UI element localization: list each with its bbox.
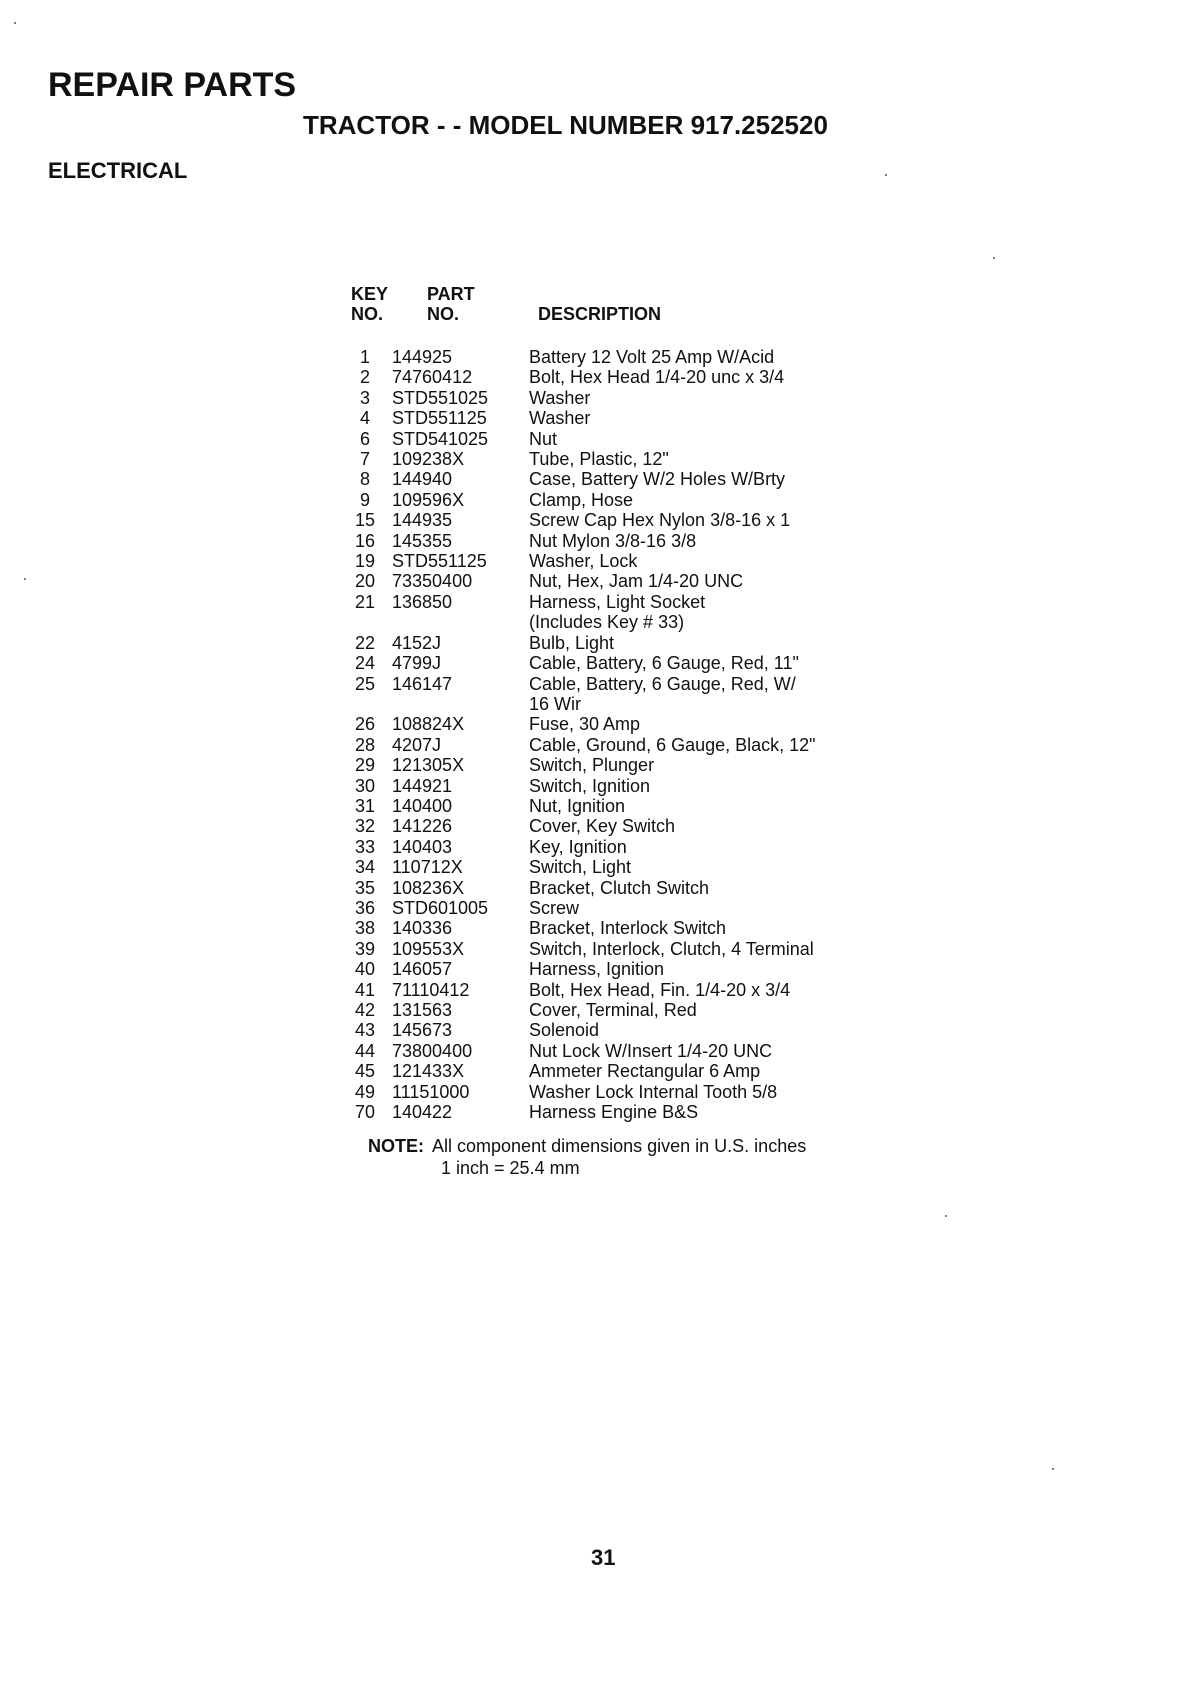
parts-row: [340, 1041, 1060, 1061]
section-title: ELECTRICAL: [48, 158, 188, 183]
part-description: Ammeter Rectangular 6 Amp: [529, 1061, 761, 1082]
part-no: 121305X: [392, 755, 465, 776]
key-no: 40: [354, 959, 376, 980]
key-no: 8: [359, 469, 370, 490]
scan-speck: [1052, 1468, 1054, 1470]
key-no: 19: [354, 551, 376, 572]
key-no: 9: [359, 489, 370, 510]
note: [368, 1135, 806, 1179]
part-description: Nut: [529, 428, 558, 449]
part-description: Cable, Battery, 6 Gauge, Red, 11": [529, 653, 799, 674]
part-no: 71110412: [392, 979, 470, 1000]
parts-row: [340, 469, 1060, 489]
parts-row: [340, 816, 1060, 836]
parts-row: [340, 531, 1060, 551]
part-no: 141226: [392, 816, 453, 837]
part-no: STD551125: [392, 551, 487, 572]
part-description: Bulb, Light: [529, 632, 615, 653]
part-no: 144935: [392, 510, 453, 531]
part-description: Switch, Plunger: [529, 755, 655, 776]
part-description: Switch, Interlock, Clutch, 4 Terminal: [529, 938, 814, 959]
part-description: Cover, Terminal, Red: [529, 1000, 697, 1020]
part-no: 131563: [392, 1000, 453, 1020]
parts-row: [340, 959, 1060, 979]
part-no: 140400: [392, 795, 453, 816]
part-description: Bolt, Hex Head, Fin. 1/4-20 x 3/4: [529, 979, 791, 1000]
part-description: Tube, Plastic, 12": [529, 449, 669, 470]
part-description: Switch, Light: [529, 857, 632, 878]
parts-row: [340, 776, 1060, 796]
part-no: 110712X: [392, 857, 463, 878]
part-no: STD601005: [392, 897, 489, 918]
page-title: REPAIR PARTS: [48, 66, 297, 104]
key-no: 3: [359, 387, 370, 408]
parts-list: [340, 347, 1060, 1122]
part-no: STD551025: [392, 387, 489, 408]
parts-row: [340, 980, 1060, 1000]
parts-row: [340, 367, 1060, 387]
parts-row: [340, 1000, 1060, 1020]
key-no: 45: [354, 1061, 376, 1082]
parts-row: [340, 1020, 1060, 1040]
note-text-line-1: All component dimensions given in U.S. inches: [432, 1136, 807, 1156]
part-description: Harness Engine B&S: [529, 1102, 699, 1123]
part-no: 140403: [392, 836, 453, 857]
part-description: Key, Ignition: [529, 836, 627, 857]
part-no: 144921: [392, 775, 453, 796]
part-description: Switch, Ignition: [529, 775, 651, 796]
part-description: Nut Mylon 3/8-16 3/8: [529, 530, 697, 551]
scan-speck: [885, 174, 887, 176]
key-no: 35: [354, 877, 376, 898]
key-no: 42: [354, 1000, 376, 1020]
part-description: Nut, Ignition: [529, 795, 626, 816]
parts-row: [340, 755, 1060, 775]
key-no: 39: [354, 938, 376, 959]
part-description: Harness, Light Socket (Includes Key # 33): [529, 591, 706, 633]
key-no: 70: [354, 1102, 376, 1123]
scan-speck: [945, 1215, 947, 1217]
parts-row: [340, 633, 1060, 653]
part-description: Washer, Lock: [529, 551, 638, 572]
part-no: 146147: [392, 673, 453, 694]
part-no: 74760412: [392, 367, 473, 388]
part-no: 109596X: [392, 489, 465, 510]
parts-row: [340, 551, 1060, 571]
note-text-line-2: 1 inch = 25.4 mm: [441, 1158, 580, 1178]
part-no: 121433X: [392, 1061, 465, 1082]
key-no: 7: [359, 449, 370, 470]
part-no: 11151000: [392, 1081, 470, 1102]
part-description: Screw Cap Hex Nylon 3/8-16 x 1: [529, 510, 791, 531]
parts-row: [340, 1102, 1060, 1122]
model-title: TRACTOR - - MODEL NUMBER 917.252520: [303, 110, 828, 140]
parts-row: [340, 898, 1060, 918]
key-no: 4: [359, 408, 370, 429]
parts-row: [340, 510, 1060, 530]
part-description: Bracket, Interlock Switch: [529, 918, 727, 939]
key-no: 33: [354, 836, 376, 857]
part-no: 140336: [392, 918, 453, 939]
key-no: 1: [359, 347, 370, 367]
key-no: 22: [354, 632, 376, 653]
parts-row: [340, 347, 1060, 367]
part-no: 145355: [392, 530, 453, 551]
parts-row: [340, 735, 1060, 755]
scan-speck: [14, 22, 16, 24]
key-no: 49: [354, 1081, 376, 1102]
part-no: 109553X: [392, 938, 465, 959]
key-no: 20: [354, 571, 376, 592]
part-description: Washer: [529, 408, 591, 429]
key-no: 43: [354, 1020, 376, 1041]
parts-row: [340, 388, 1060, 408]
parts-row: [340, 429, 1060, 449]
part-description: Screw: [529, 897, 580, 918]
parts-row: [340, 1082, 1060, 1102]
part-no: 145673: [392, 1020, 453, 1041]
key-no: 25: [354, 673, 376, 694]
key-no: 32: [354, 816, 376, 837]
parts-row: [340, 490, 1060, 510]
part-description: Battery 12 Volt 25 Amp W/Acid: [529, 347, 775, 367]
key-no: 29: [354, 755, 376, 776]
column-header-part-no: PART NO.: [427, 284, 475, 324]
part-description: Solenoid: [529, 1020, 600, 1041]
part-description: Clamp, Hose: [529, 489, 634, 510]
parts-row: [340, 939, 1060, 959]
part-description: Nut, Hex, Jam 1/4-20 UNC: [529, 571, 744, 592]
part-no: 73800400: [392, 1040, 473, 1061]
part-no: 4152J: [392, 632, 442, 653]
parts-row: [340, 408, 1060, 428]
part-no: 144925: [392, 347, 453, 367]
key-no: 28: [354, 734, 376, 755]
key-no: 16: [354, 530, 376, 551]
parts-row: [340, 592, 1060, 633]
part-no: STD541025: [392, 428, 489, 449]
part-no: 136850: [392, 591, 453, 612]
part-description: Case, Battery W/2 Holes W/Brty: [529, 469, 786, 490]
parts-row: [340, 674, 1060, 715]
parts-row: [340, 796, 1060, 816]
part-description: Washer Lock Internal Tooth 5/8: [529, 1081, 778, 1102]
scan-speck: [993, 257, 995, 259]
parts-row: [340, 714, 1060, 734]
part-no: 144940: [392, 469, 453, 490]
part-description: Cable, Battery, 6 Gauge, Red, W/ 16 Wir: [529, 673, 796, 714]
part-no: 140422: [392, 1102, 453, 1123]
part-description: Nut Lock W/Insert 1/4-20 UNC: [529, 1040, 773, 1061]
part-no: 146057: [392, 959, 453, 980]
key-no: 41: [354, 979, 376, 1000]
parts-row: [340, 653, 1060, 673]
key-no: 44: [354, 1040, 376, 1061]
column-header-key-no: KEY NO.: [351, 284, 389, 324]
parts-row: [340, 571, 1060, 591]
key-no: 34: [354, 857, 376, 878]
parts-row: [340, 1061, 1060, 1081]
part-no: 109238X: [392, 449, 465, 470]
parts-row: [340, 837, 1060, 857]
key-no: 6: [359, 428, 370, 449]
part-description: Cover, Key Switch: [529, 816, 676, 837]
part-no: 108236X: [392, 877, 465, 898]
parts-row: [340, 449, 1060, 469]
part-description: Fuse, 30 Amp: [529, 714, 641, 735]
page-number: 31: [591, 1545, 616, 1570]
key-no: 15: [354, 510, 376, 531]
key-no: 31: [354, 795, 376, 816]
part-description: Bolt, Hex Head 1/4-20 unc x 3/4: [529, 367, 785, 388]
key-no: 21: [354, 591, 376, 612]
key-no: 36: [354, 897, 376, 918]
parts-row: [340, 857, 1060, 877]
parts-row: [340, 878, 1060, 898]
part-no: 73350400: [392, 571, 473, 592]
part-no: 4207J: [392, 734, 442, 755]
part-description: Cable, Ground, 6 Gauge, Black, 12": [529, 734, 816, 755]
part-no: 4799J: [392, 653, 442, 674]
part-no: STD551125: [392, 408, 487, 429]
key-no: 2: [359, 367, 370, 388]
part-description: Harness, Ignition: [529, 959, 665, 980]
part-description: Washer: [529, 387, 591, 408]
scan-speck: [24, 578, 26, 580]
key-no: 26: [354, 714, 376, 735]
part-description: Bracket, Clutch Switch: [529, 877, 710, 898]
column-header-description: DESCRIPTION: [538, 304, 662, 324]
part-no: 108824X: [392, 714, 465, 735]
key-no: 30: [354, 775, 376, 796]
key-no: 38: [354, 918, 376, 939]
key-no: 24: [354, 653, 376, 674]
parts-row: [340, 918, 1060, 938]
note-label: NOTE:: [368, 1136, 424, 1156]
